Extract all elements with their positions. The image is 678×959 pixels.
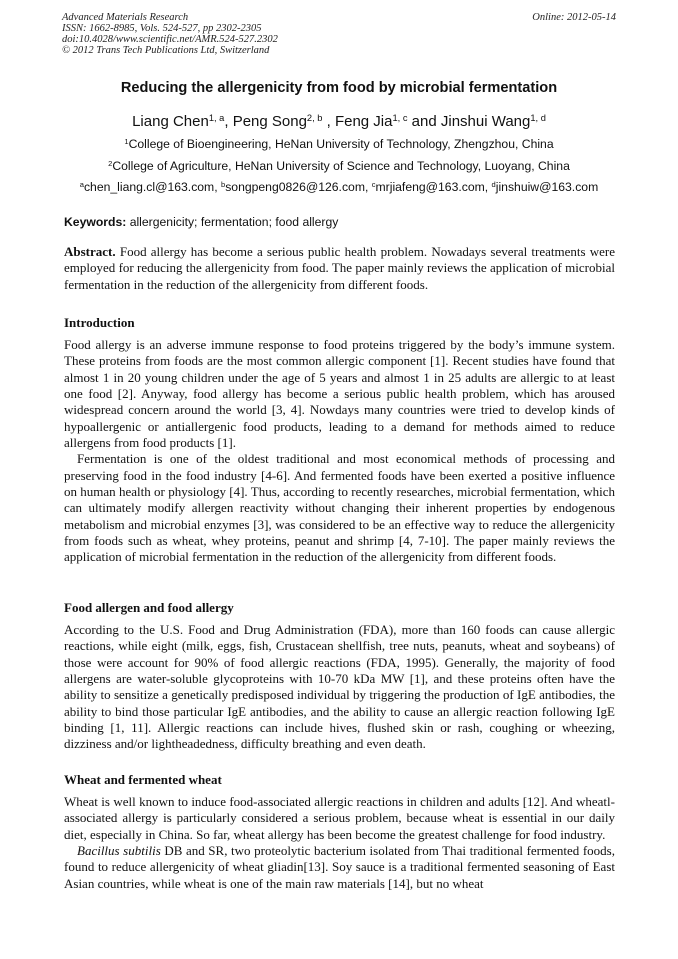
paragraph [64, 843, 615, 892]
journal-header [62, 12, 278, 56]
author-separator: and [407, 113, 441, 130]
author-sup: 1, c [392, 112, 408, 123]
email-sup: d [491, 179, 496, 189]
section-heading-wheat: Wheat and fermented wheat [64, 772, 222, 787]
paragraph: Food allergy is an adverse immune response to food proteins triggered by the body’s immune system. These proteins from foods are the most common allergic component [1]. Recent studies have found that almost 1 in 20 young children under the age of 5 years and almost 1 in 25 adults are allergic to at least one food [2]. Anyway, food allergy has become a serious public health problem, which has aroused widespread concern around the world [3, 4]. Nowdays many countries were tried to develop kinds of hypoallergenic or antiallergenic food products, leading to a demand for methods aimed to reduce allergens from food products [1]. [64, 337, 615, 451]
paragraph: Fermentation is one of the oldest traditional and most economical methods of processing and preserving food in the food industry [4-6]. And fermented foods have been exerted a positive influence on human health or physiology [4]. Thus, according to recently researches, microbial fermentation, which can ultimately modify allergen reactivity without changing their inherent properties by endogenous metabolism and microbial enzymes [3], was considered to be an effective way to reduce the allergenicity from foods such as wheat, whey proteins, peanut and shrimp [4, 7-10]. The paper mainly reviews the application of microbial fermentation in the reduction of the allergenicity from different foods. [64, 451, 615, 565]
author-sup: 2, b [306, 112, 323, 123]
introduction-body [64, 337, 615, 566]
affiliation-text: College of Agriculture, HeNan University of Science and Technology, Luoyang, China [112, 159, 570, 173]
abstract-label: Abstract. [64, 244, 116, 259]
author-separator: , [322, 113, 335, 130]
copyright-line: © 2012 Trans Tech Publications Ltd, Switzerland [62, 45, 270, 56]
journal-name: Advanced Materials Research [62, 12, 189, 23]
email-link[interactable]: chen_liang.cl@163.com, [83, 180, 221, 194]
author-list [0, 113, 678, 130]
email-list [0, 180, 678, 194]
wheat-body [64, 794, 615, 892]
author-name: Peng Song [232, 113, 307, 130]
email-sup: b [221, 179, 226, 189]
abstract [64, 244, 615, 293]
doi-line: doi:10.4028/www.scientific.net/AMR.524-527.2302 [62, 34, 278, 45]
affiliation-text: College of Bioengineering, HeNan University of Technology, Zhengzhou, China [128, 137, 554, 151]
keywords [64, 215, 338, 229]
issn-line: ISSN: 1662-8985, Vols. 524-527, pp 2302-2305 [62, 23, 262, 34]
keywords-label: Keywords: [64, 215, 127, 229]
affiliation-2 [0, 159, 678, 173]
paragraph-text: DB and SR, two proteolytic bacterium isolated from Thai traditional fermented foods, found to reduce allergenicity of wheat gliadin[13]. Soy sauce is a traditional fermented seasoning of East Asian countries, while wheat is one of the main raw materials [14], but no wheat [64, 843, 615, 891]
paragraph: Wheat is well known to induce food-associated allergic reactions in children and adults [12]. And wheatl-associated allergy is particularly considered a serious problem, because wheat is essential in our daily diet, especially in China. So far, wheat allergy has been become the greatest challenge for food industry. [64, 794, 615, 842]
email-sup: a [79, 179, 84, 189]
food-allergen-body [64, 622, 615, 753]
paper-title: Reducing the allergenicity from food by microbial fermentation [120, 80, 558, 96]
species-name: Bacillus subtilis [77, 843, 161, 859]
paragraph: According to the U.S. Food and Drug Administration (FDA), more than 160 foods can cause allergic reactions, while eight (milk, eggs, fish, Crustacean shellfish, tree nuts, peanuts, wheat and soybeans) of those were account for 90% of food allergic reactions (FDA, 1995). Generally, the majority of food allergens are water-soluble glycoproteins with 10-70 kDa MW [1], and these proteins often have the ability to sensitize a genetically predisposed individual by triggering the production of IgE antibodies, the ability to bind those particular IgE antibodies, and the ability to cause an allergic reaction following IgE binding [1, 11]. Allergic reactions can include hives, flushed skin or rash, coughing or wheezing, dizziness and/or lightheadedness, difficulty breathing and even death. [64, 622, 615, 752]
affiliation-1 [0, 137, 678, 151]
email-link[interactable]: jinshuiw@163.com [495, 180, 599, 194]
affiliation-sup: 2 [108, 158, 113, 168]
author-sup: 1, d [530, 112, 546, 123]
abstract-text: Food allergy has become a serious public health problem. Nowadays several treatments were employed for reducing the allergenicity from food. The paper mainly reviews the application of microbial fermentation in the reduction of the allergenicity from different foods. [64, 244, 615, 292]
affiliation-sup: 1 [124, 136, 129, 146]
author-sup: 1, a [208, 112, 225, 123]
section-heading-introduction: Introduction [64, 315, 135, 330]
email-link[interactable]: mrjiafeng@163.com, [375, 180, 492, 194]
author-name: Feng Jia [334, 113, 393, 130]
author-name: Liang Chen [132, 113, 209, 130]
online-date: Online: 2012-05-14 [532, 12, 616, 23]
author-name: Jinshui Wang [440, 113, 531, 130]
section-heading-food-allergen: Food allergen and food allergy [64, 600, 234, 615]
email-sup: c [371, 179, 376, 189]
keywords-text: allergenicity; fermentation; food allergy [126, 215, 339, 229]
author-separator: , [224, 113, 233, 130]
email-link[interactable]: songpeng0826@126.com, [225, 180, 372, 194]
